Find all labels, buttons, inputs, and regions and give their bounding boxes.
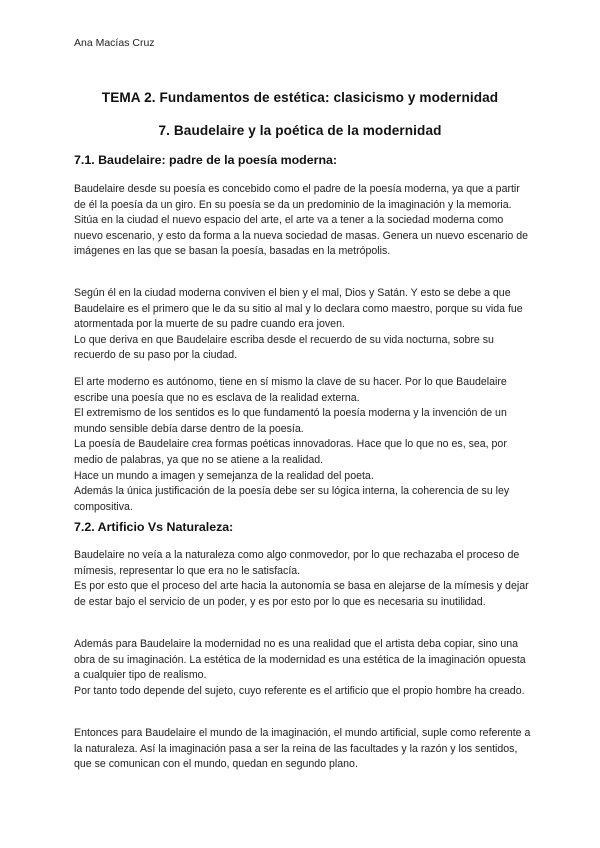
section-heading-7-2: 7.2. Artificio Vs Naturaleza:	[74, 520, 234, 534]
paragraph: Baudelaire desde su poesía es concebido como el padre de la poesía moderna, ya que a partir de él la poesía da un giro. En su poesía se da un predominio de la imaginación y la memoria.	[74, 183, 520, 211]
paragraph: Es por esto que el proceso del arte hacia la autonomía se basa en alejarse de la mímesis y dejar de estar bajo el servicio de un poder, y es por esto por lo que es necesaria su inutilidad.	[74, 580, 529, 608]
paragraph: Hace un mundo a imagen y semejanza de la realidad del poeta.	[74, 469, 374, 482]
paragraph: La poesía de Baudelaire crea formas poéticas innovadoras. Hace que lo que no es, sea, por medio de palabras, ya que no se atiene a la realidad.	[74, 438, 507, 466]
paragraph-block	[74, 375, 534, 515]
paragraph-block	[74, 286, 534, 364]
paragraph: Además para Baudelaire la modernidad no es una realidad que el artista deba copiar, sino una obra de su imaginación. La estética de la modernidad es una estética de la imaginación opuesta a cualquier tipo de realismo.	[74, 638, 526, 682]
author-name: Ana Macías Cruz	[74, 37, 155, 49]
paragraph-block	[74, 726, 534, 773]
section-heading-7-1: 7.1. Baudelaire: padre de la poesía moderna:	[74, 153, 338, 167]
paragraph-block	[74, 637, 534, 699]
paragraph: Sitúa en la ciudad el nuevo espacio del arte, el arte va a tener a la sociedad moderna como nuevo escenario, y esto da forma a la nueva sociedad de masas. Genera un nuevo escenario de imágenes en las que se basan la poesía, basadas en la metrópolis.	[74, 214, 529, 258]
paragraph: Además la única justificación de la poesía debe ser su lógica interna, la coherencia de su ley compositiva.	[74, 485, 510, 513]
paragraph: Baudelaire no veía a la naturaleza como algo conmovedor, por lo que rechazaba el proceso de mímesis, representar lo que era no le satisfacía.	[74, 549, 520, 577]
paragraph-block	[74, 182, 534, 260]
paragraph: El extremismo de los sentidos es lo que fundamentó la poesía moderna y la invención de un mundo sensible debía darse dentro de la poesía.	[74, 407, 507, 435]
paragraph: El arte moderno es autónomo, tiene en sí mismo la clave de su hacer. Por lo que Baudelaire escribe una poesía que no es esclava de la realidad externa.	[74, 376, 507, 404]
document-title: TEMA 2. Fundamentos de estética: clasicismo y modernidad	[101, 90, 499, 105]
paragraph: Entonces para Baudelaire el mundo de la imaginación, el mundo artificial, suple como referente a la naturaleza. Así la imaginación pasa a ser la reina de las facultades y la razón y los sentidos, que se comunican con el mundo, quedan en segundo plano.	[74, 727, 531, 771]
paragraph: Según él en la ciudad moderna conviven el bien y el mal, Dios y Satán. Y esto se debe a que Baudelaire es el primero que le da su sitio al mal y lo declara como maestro, porque su vida fue atormentada por la muerte de su padre cuando era joven.	[74, 287, 523, 331]
paragraph: Por tanto todo depende del sujeto, cuyo referente es el artificio que el propio hombre ha creado.	[74, 684, 525, 697]
document-subtitle: 7. Baudelaire y la poética de la modernidad	[158, 123, 442, 138]
paragraph-block	[74, 548, 534, 610]
paragraph: Lo que deriva en que Baudelaire escriba desde el recuerdo de su vida nocturna, sobre su recuerdo de su paso por la ciudad.	[74, 333, 494, 362]
